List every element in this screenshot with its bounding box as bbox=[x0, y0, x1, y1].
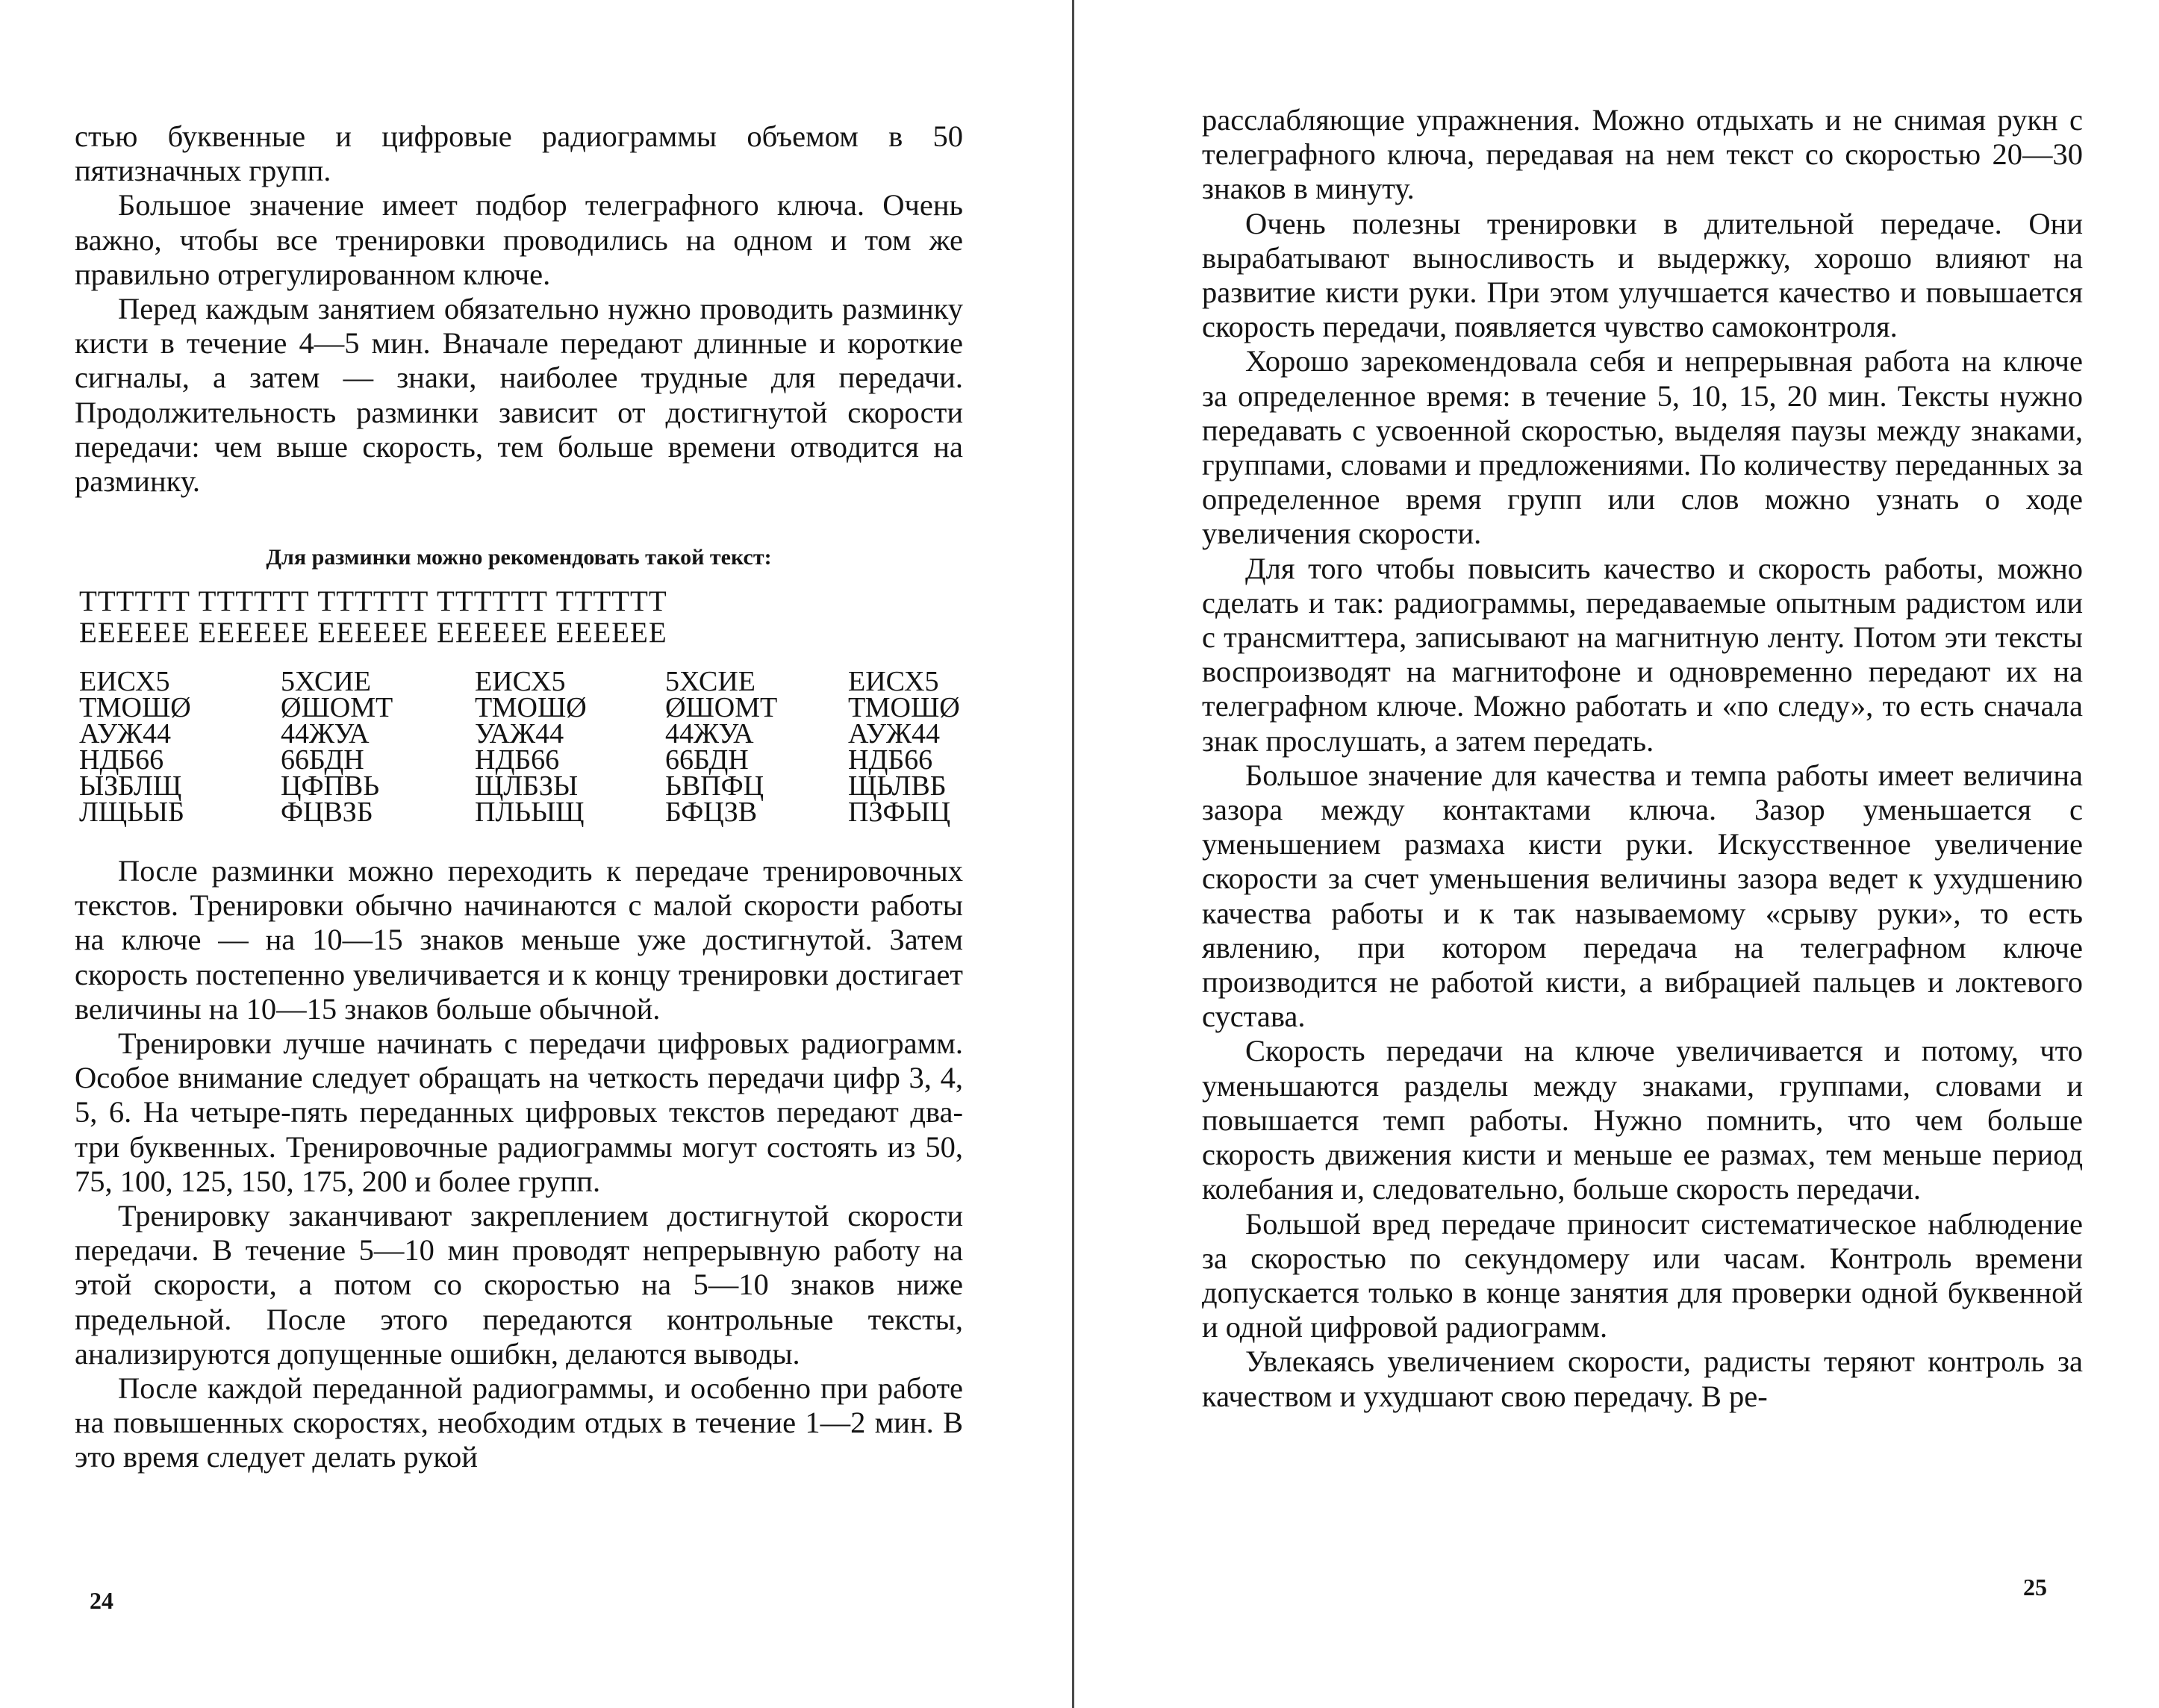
left-lower-text bbox=[75, 854, 963, 1475]
group-cell: ЛЩЬЫБ bbox=[79, 797, 184, 828]
paragraph: Большое значение имеет подбор телеграфного ключа. Очень важно, чтобы все тренировки проводились на одном и том же правильно отрегулированном ключе. bbox=[75, 188, 963, 291]
group-cell: АУЖ44 bbox=[848, 718, 941, 749]
paragraph: Тренировку заканчивают закреплением достигнутой скорости передачи. В течение 5—10 мин проводят непрерывную работу на этой скорости, а потом со скоростью на 5—10 знаков ниже предельной. После этого передаются контрольные тексты, анализируются допущенные ошибкн, делаются выводы. bbox=[75, 1199, 963, 1371]
group-cell: ЩЛБЗЫ bbox=[475, 770, 579, 802]
page-gutter bbox=[1072, 0, 1074, 1708]
group-cell: ЕИСХ5 bbox=[475, 666, 566, 697]
group-cell: 44ЖУА bbox=[281, 718, 370, 749]
warmup-caption: Для разминки можно рекомендовать такой текст: bbox=[266, 545, 772, 570]
group-cell: ЕИСХ5 bbox=[79, 666, 170, 697]
paragraph: Для того чтобы повысить качество и скорость работы, можно сделать и так: радиограммы, передаваемые опытным радистом или с трансмиттера, записывают на магнитную ленту. Потом эти тексты воспроизводят на магнитофоне и одновременно передают их на телеграфном ключе. Можно работать и «по следу», то есть сначала знак прослушать, а затем передать. bbox=[1202, 551, 2083, 758]
page-number: 24 bbox=[90, 1587, 113, 1614]
group-cell: ПЗФЫЦ bbox=[848, 797, 951, 828]
group-cell: ЫЗБЛЩ bbox=[79, 770, 182, 802]
warmup-line-t: ТТТТТТ ТТТТТТ ТТТТТТ ТТТТТТ ТТТТТТ bbox=[79, 585, 667, 617]
paragraph: Тренировки лучше начинать с передачи цифровых радиограмм. Особое внимание следует обращать на четкость передачи цифр 3, 4, 5, 6. На четыре-пять переданных цифровых текстов передают два-три буквенных. Тренировочные радиограммы могут состоять из 50, 75, 100, 125, 150, 175, 200 и более групп. bbox=[75, 1026, 963, 1198]
group-cell: ТМОШØ bbox=[475, 692, 587, 723]
group-cell: НДБ66 bbox=[79, 744, 164, 776]
group-cell: 66БДН bbox=[665, 744, 749, 776]
group-cell: ПЛЬЫЩ bbox=[475, 797, 585, 828]
group-cell: ТМОШØ bbox=[848, 692, 960, 723]
paragraph: Большое значение для качества и темпа работы имеет величина зазора между контактами ключа. Зазор уменьшается с уменьшением размаха кисти руки. Искусственное увеличение скорости за счет уменьшения величины зазора ведет к ухудшению качества работы и к так называемому «срыву руки», то есть явлению, при котором передача на телеграфном ключе производится не работой кисти, а вибрацией пальцев и локтевого сустава. bbox=[1202, 758, 2083, 1034]
group-cell: ØШОМТ bbox=[665, 692, 778, 723]
group-cell: НДБ66 bbox=[848, 744, 933, 776]
paragraph: Увлекаясь увеличением скорости, радисты теряют контроль за качеством и ухудшают свою передачу. В ре- bbox=[1202, 1344, 2083, 1413]
warmup-line-e: ЕЕЕЕЕЕ ЕЕЕЕЕЕ ЕЕЕЕЕЕ ЕЕЕЕЕЕ ЕЕЕЕЕЕ bbox=[79, 617, 667, 649]
paragraph: После разминки можно переходить к передаче тренировочных текстов. Тренировки обычно начинаются с малой скорости работы на ключе — на 10—15 знаков меньше уже достигнутой. Затем скорость постепенно увеличивается и к концу тренировки достигает величины на 10—15 знаков больше обычной. bbox=[75, 854, 963, 1026]
group-cell: ЩЬЛВБ bbox=[848, 770, 947, 802]
group-cell: НДБ66 bbox=[475, 744, 560, 776]
group-cell: 66БДН bbox=[281, 744, 364, 776]
group-cell: ЕИСХ5 bbox=[848, 666, 939, 697]
right-body-text bbox=[1202, 103, 2083, 1414]
group-cell: УАЖ44 bbox=[475, 718, 564, 749]
paragraph: расслабляющие упражнения. Можно отдыхать и не снимая рукн с телеграфного ключа, передавая на нем текст со скоростью 20—30 знаков в минуту. bbox=[1202, 103, 2083, 206]
paragraph: Скорость передачи на ключе увеличивается и потому, что уменьшаются разделы между знаками, группами, словами и повышается темп работы. Нужно помнить, что чем больше скорость движения кисти и меньше ее размах, тем меньше период колебания и, следовательно, больше скорость передачи. bbox=[1202, 1034, 2083, 1206]
paragraph: Хорошо зарекомендовала себя и непрерывная работа на ключе за определенное время: в течение 5, 10, 15, 20 мин. Тексты нужно передавать с усвоенной скоростью, выделяя паузы между знаками, группами, словами и предложениями. По количеству переданных за определенное время групп или слов можно узнать о ходе увеличения скорости. bbox=[1202, 344, 2083, 551]
paragraph: стью буквенные и цифровые радиограммы объемом в 50 пятизначных групп. bbox=[75, 119, 963, 188]
page-number: 25 bbox=[2023, 1574, 2047, 1601]
paragraph: После каждой переданной радиограммы, и особенно при работе на повышенных скоростях, необходим отдых в течение 1—2 мин. В это время следует делать рукой bbox=[75, 1371, 963, 1474]
group-cell: ТМОШØ bbox=[79, 692, 191, 723]
paragraph: Большой вред передаче приносит систематическое наблюдение за скоростью по секундомеру или часам. Контроль времени допускается только в конце занятия для проверки одной буквенной и одной цифровой радиограмм. bbox=[1202, 1206, 2083, 1344]
group-cell: БФЦЗВ bbox=[665, 797, 758, 828]
paragraph: Очень полезны тренировки в длительной передаче. Они вырабатывают выносливость и выдержку, хорошо влияют на развитие кисти руки. При этом улучшается качество и повышается скорость передачи, появляется чувство самоконтроля. bbox=[1202, 206, 2083, 344]
group-cell: ЬВПФЦ bbox=[665, 770, 764, 802]
group-cell: 44ЖУА bbox=[665, 718, 754, 749]
warmup-groups-table bbox=[79, 666, 963, 828]
paragraph: Перед каждым занятием обязательно нужно проводить разминку кисти в течение 4—5 мин. Вначале передают длинные и короткие сигналы, а затем — знаки, наиболее трудные для передачи. Продолжительность разминки зависит от достигнутой скорости передачи: чем выше скорость, тем больше времени отводится на разминку. bbox=[75, 292, 963, 499]
group-cell: ФЦВЗБ bbox=[281, 797, 373, 828]
left-upper-text bbox=[75, 119, 963, 499]
group-cell: 5ХСИЕ bbox=[665, 666, 756, 697]
group-cell: ЦФПВЬ bbox=[281, 770, 380, 802]
group-cell: АУЖ44 bbox=[79, 718, 172, 749]
group-cell: ØШОМТ bbox=[281, 692, 393, 723]
group-cell: 5ХСИЕ bbox=[281, 666, 371, 697]
